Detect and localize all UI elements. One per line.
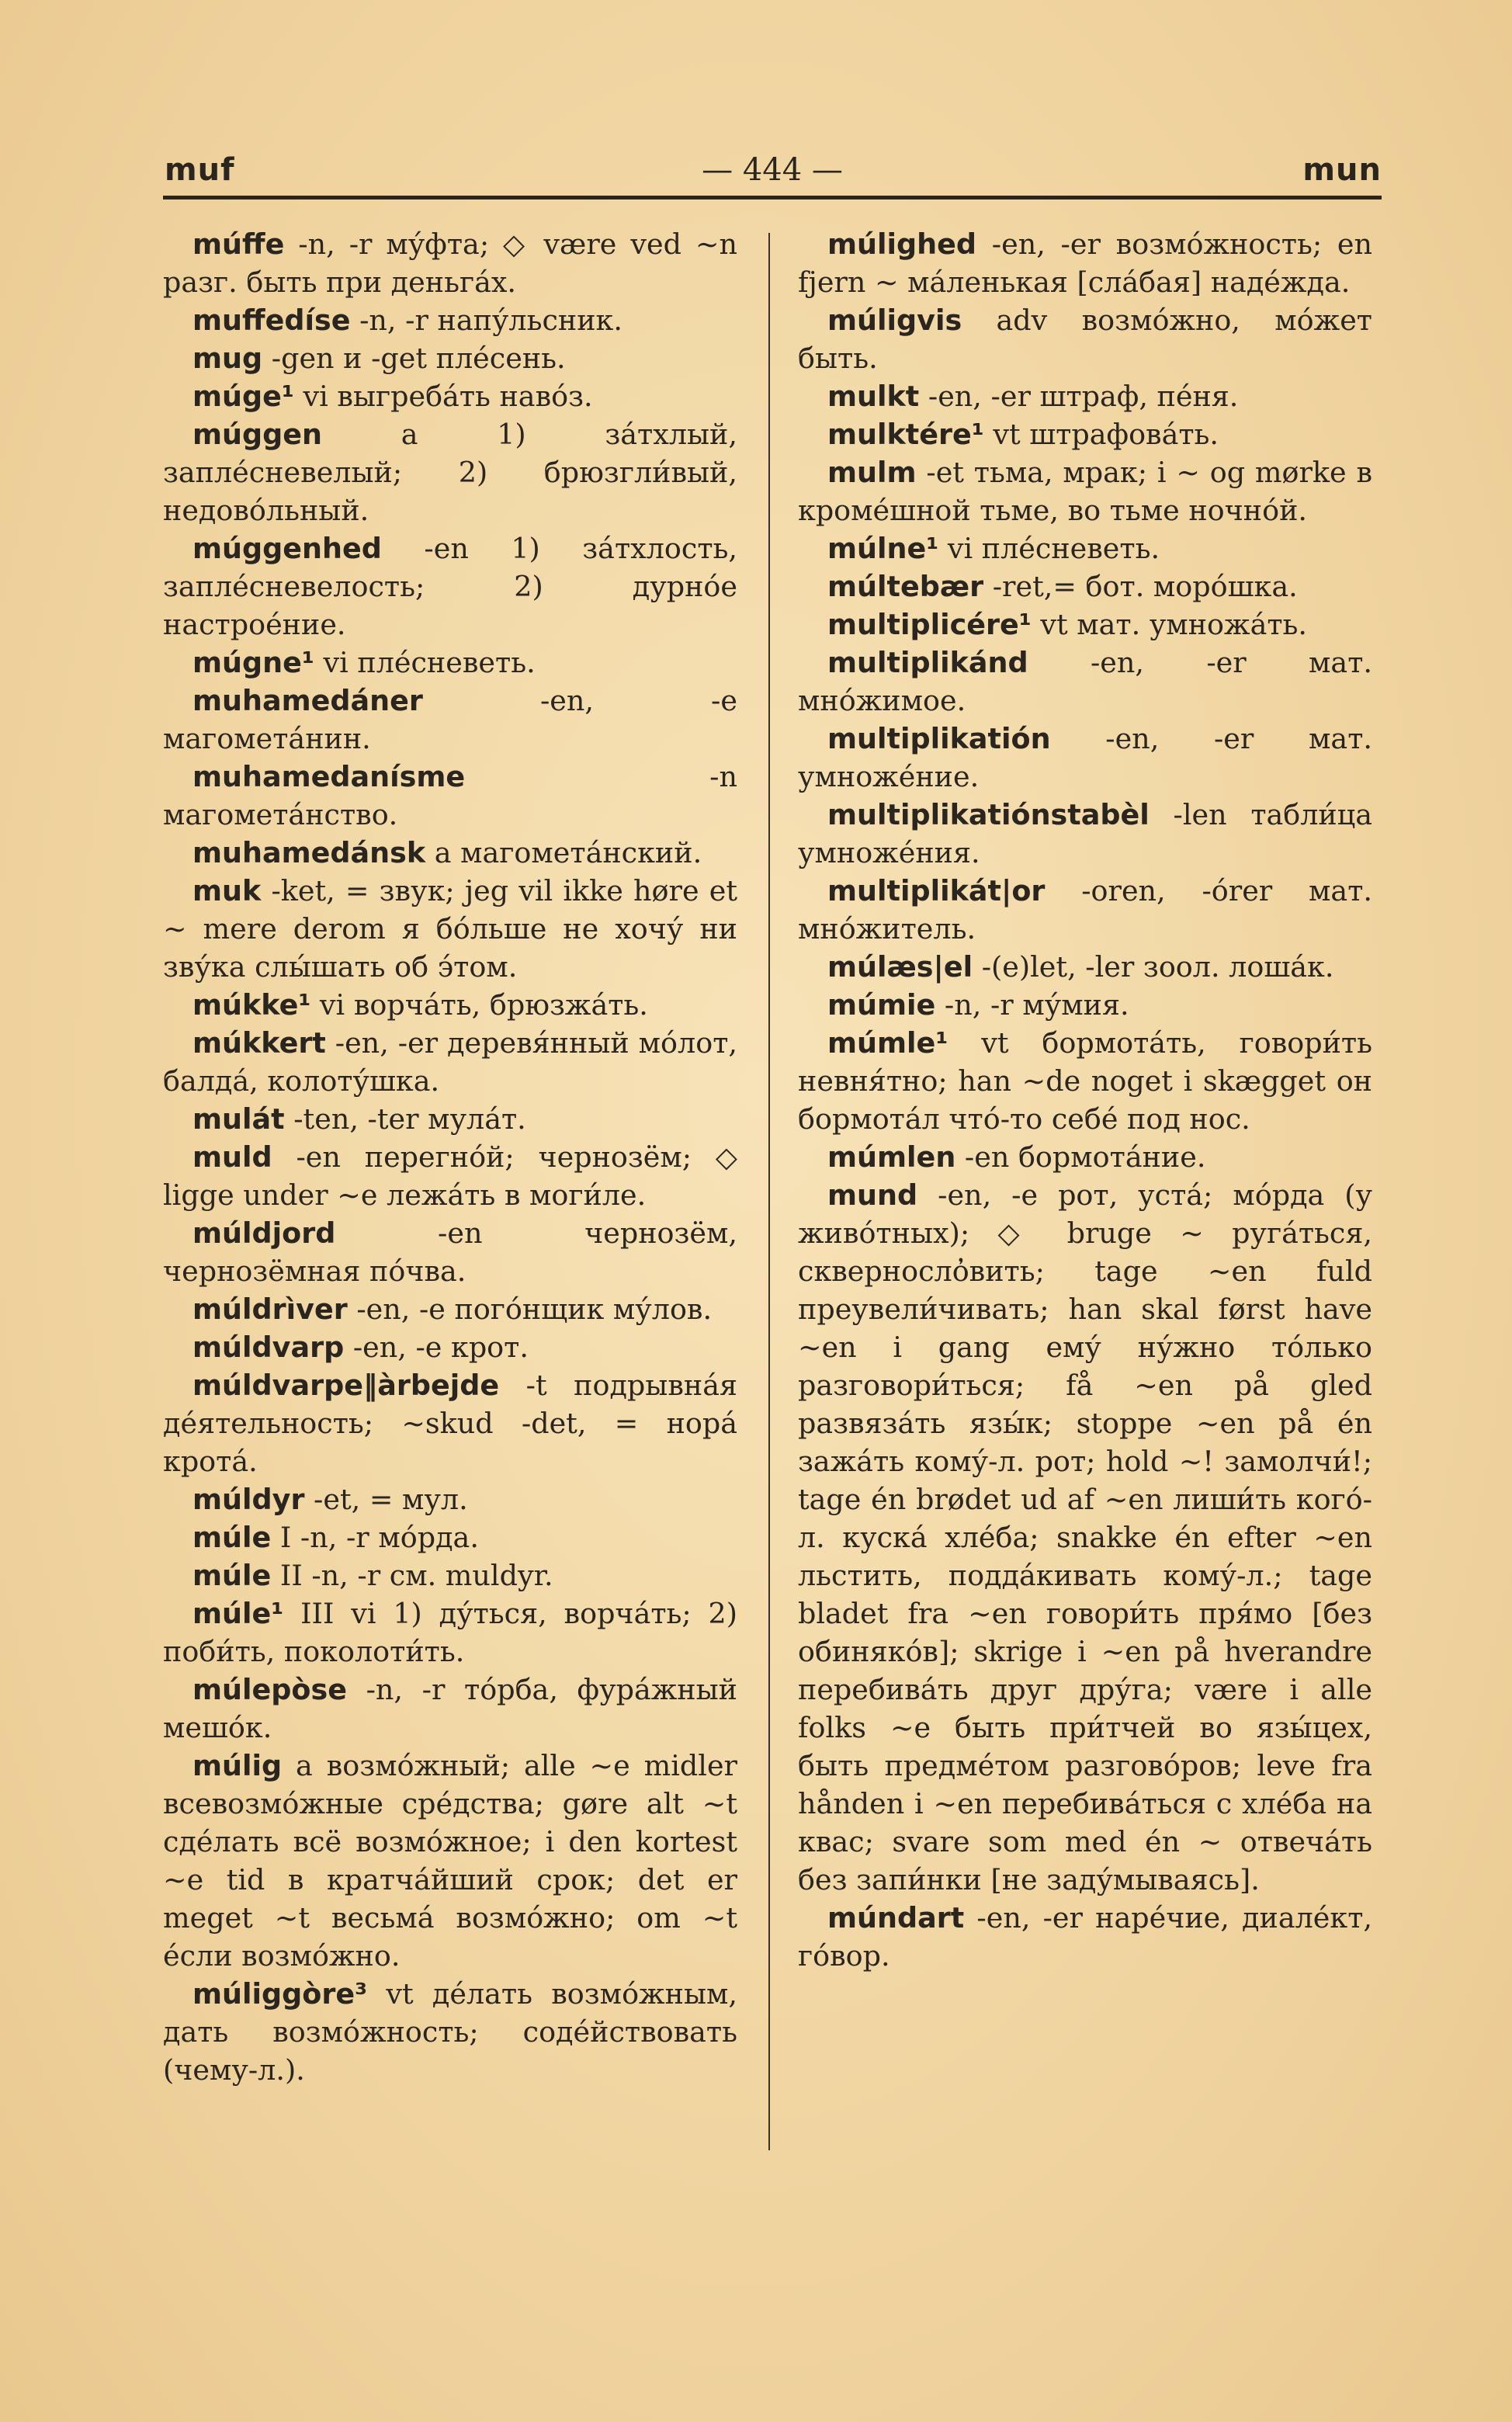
entry-definition: -en бормота́ние. xyxy=(955,1140,1206,1174)
dictionary-entry xyxy=(163,377,737,415)
entry-definition: -en, -e пого́нщик му́лов. xyxy=(347,1293,713,1326)
entry-headword: múkkert xyxy=(192,1026,326,1060)
entry-definition: vi ворча́ть, брюзжа́ть. xyxy=(310,988,648,1022)
entry-definition: -en, -e крот. xyxy=(344,1331,529,1364)
dictionary-entry xyxy=(798,453,1372,529)
entry-definition: vi пле́сневеть. xyxy=(314,646,536,679)
entry-headword: múle¹ xyxy=(192,1597,284,1630)
dictionary-entry xyxy=(163,1290,737,1328)
entry-headword: múggen xyxy=(192,418,323,451)
entry-definition: a 1) за́тхлый, запле́сневелый; 2) брюзгли́вый, недово́льный. xyxy=(163,418,737,527)
dictionary-entry xyxy=(163,872,737,986)
dictionary-entry xyxy=(163,301,737,339)
entry-definition: -n, -r то́рба, фура́жный мешо́к. xyxy=(163,1673,737,1744)
dictionary-entry xyxy=(163,1138,737,1214)
entry-definition: a возмо́жный; alle ∼e midler всевозмо́жные сре́дства; gøre alt ∼t сде́лать всё возмо́жное; i den kortest ∼e tid в кратча́йший срок; det er meget ∼t весьма́ возмо́жно; om ∼t е́сли возмо́жно. xyxy=(163,1749,737,1973)
entry-headword: múldrìver xyxy=(192,1293,348,1326)
entry-headword: múkke¹ xyxy=(192,988,311,1022)
entry-definition: III vi 1) ду́ться, ворча́ть; 2) поби́ть, поколоти́ть. xyxy=(163,1597,737,1668)
entry-definition: -en, -er штраф, пе́ня. xyxy=(919,380,1239,413)
dictionary-entry xyxy=(798,1138,1372,1176)
entry-definition: -et тьма, мрак; i ∼ og mørke в кроме́шной тьме, во тьме ночно́й. xyxy=(798,456,1372,527)
entry-definition: -n, -r напу́льсник. xyxy=(350,304,622,337)
entry-definition: -(e)let, -ler зоол. лоша́к. xyxy=(973,950,1334,984)
entry-definition: -en, -e магомета́нин. xyxy=(163,684,737,755)
entry-headword: múmlen xyxy=(827,1140,956,1174)
entry-headword: muffedíse xyxy=(192,304,351,337)
entry-definition: -ten, -ter мула́т. xyxy=(284,1102,526,1136)
entry-headword: múlæs|el xyxy=(827,950,973,984)
entry-headword: mug xyxy=(192,342,263,375)
entry-definition: II -n, -r см. muldyr. xyxy=(271,1559,553,1592)
dictionary-entry xyxy=(798,1024,1372,1138)
entry-headword: multiplikánd xyxy=(827,646,1028,679)
dictionary-entry xyxy=(163,1214,737,1290)
dictionary-entry xyxy=(163,1556,737,1594)
entry-definition: vi пле́сневеть. xyxy=(938,532,1160,565)
guide-word-left: muf xyxy=(165,152,235,188)
dictionary-entry xyxy=(163,1328,737,1366)
dictionary-entry xyxy=(163,339,737,377)
entry-headword: múle xyxy=(192,1559,272,1592)
dictionary-entry xyxy=(163,1480,737,1518)
entry-definition: -en 1) за́тхлость, запле́сневелость; 2) дурно́е настрое́ние. xyxy=(163,532,737,641)
dictionary-entry xyxy=(798,225,1372,301)
entry-headword: muhamedanísme xyxy=(192,760,466,793)
entry-headword: múldvarp xyxy=(192,1331,345,1364)
entry-definition: a магомета́нский. xyxy=(425,836,702,869)
entry-headword: múndart xyxy=(827,1901,965,1934)
entry-headword: múlig xyxy=(192,1749,283,1782)
dictionary-entry xyxy=(798,720,1372,796)
entry-definition: -len табли́ца умноже́ния. xyxy=(798,798,1372,869)
dictionary-entry xyxy=(798,1899,1372,1975)
entry-definition: -n магомета́нство. xyxy=(163,760,737,831)
entry-definition: -ket, = звук; jeg vil ikke høre et ∼ mere derom я бо́льше не хочу́ ни зву́ка слы́шать об э́том. xyxy=(163,874,737,984)
page-header xyxy=(163,152,1382,199)
entry-definition: I -n, -r мо́рда. xyxy=(271,1521,479,1554)
dictionary-entry xyxy=(163,1975,737,2089)
entry-headword: múffe xyxy=(192,227,285,261)
dictionary-entry xyxy=(163,986,737,1024)
dictionary-entry xyxy=(163,225,737,301)
entry-definition: -ret,= бот. моро́шка. xyxy=(983,570,1298,603)
entry-headword: múldjord xyxy=(192,1216,336,1250)
entry-definition: -n, -r му́мия. xyxy=(935,988,1129,1022)
entry-definition: -en, -er наре́чие, диале́кт, го́вор. xyxy=(798,1901,1372,1973)
entry-headword: multiplicére¹ xyxy=(827,608,1032,641)
entry-headword: múge¹ xyxy=(192,380,294,413)
entry-definition: -en, -er возмо́жность; en fjern ∼ ма́ленькая [сла́бая] наде́жда. xyxy=(798,227,1372,299)
entry-definition: vt бормота́ть, говори́ть невня́тно; han ∼de noget i skægget он бормота́л что́-то себе́ под нос. xyxy=(798,1026,1372,1136)
entry-headword: múmie xyxy=(827,988,936,1022)
dictionary-entry xyxy=(798,415,1372,453)
entry-headword: múlepòse xyxy=(192,1673,347,1706)
entry-headword: muld xyxy=(192,1140,272,1174)
dictionary-entry xyxy=(163,1594,737,1671)
dictionary-entry xyxy=(163,682,737,758)
entry-headword: mulktére¹ xyxy=(827,418,984,451)
dictionary-entry xyxy=(798,567,1372,606)
column-divider xyxy=(768,233,770,2150)
dictionary-entry xyxy=(798,529,1372,567)
dictionary-entry xyxy=(163,1747,737,1975)
entry-definition: vt де́лать возмо́жным, дать возмо́жность; соде́йствовать (чему-л.). xyxy=(163,1977,737,2087)
entry-headword: múlighed xyxy=(827,227,977,261)
header-rule xyxy=(163,196,1382,200)
entry-definition: -en перегно́й; чернозём; ◇ ligge under ∼e лежа́ть в моги́ле. xyxy=(163,1140,737,1212)
dictionary-entry xyxy=(163,1100,737,1138)
entry-headword: muhamedánsk xyxy=(192,836,426,869)
dictionary-entry xyxy=(163,415,737,529)
guide-word-right: mun xyxy=(1302,152,1382,188)
entry-headword: múliggòre³ xyxy=(192,1977,368,2011)
left-column xyxy=(163,225,737,2089)
dictionary-entry xyxy=(798,872,1372,948)
entry-definition: -en, -er мат. умноже́ние. xyxy=(798,722,1372,793)
dictionary-entry xyxy=(163,1366,737,1480)
entry-definition: -t подрывна́я де́ятельность; ∼skud -det, = нора́ крота́. xyxy=(163,1369,737,1478)
entry-definition: vt мат. умножа́ть. xyxy=(1031,608,1307,641)
entry-headword: multiplikát|or xyxy=(827,874,1046,907)
entry-definition: -en, -er деревя́нный мо́лот, балда́, колоту́шка. xyxy=(163,1026,737,1098)
dictionary-entry xyxy=(798,986,1372,1024)
entry-definition: adv возмо́жно, мо́жет быть. xyxy=(798,304,1372,375)
entry-definition: -n, -r му́фта; ◇ være ved ∼n разг. быть при деньга́х. xyxy=(163,227,737,299)
dictionary-entry xyxy=(798,796,1372,872)
page-number: — 444 — xyxy=(702,152,843,188)
entry-headword: multiplikatiónstabèl xyxy=(827,798,1150,831)
entry-headword: multiplikatión xyxy=(827,722,1051,755)
entry-definition: -en, -er мат. мно́жимое. xyxy=(798,646,1372,717)
dictionary-entry xyxy=(798,377,1372,415)
entry-headword: múldyr xyxy=(192,1483,305,1516)
dictionary-entry xyxy=(163,1671,737,1747)
entry-headword: mulkt xyxy=(827,380,920,413)
entry-headword: muhamedáner xyxy=(192,684,423,717)
entry-definition: vi выгреба́ть наво́з. xyxy=(293,380,593,413)
entry-headword: múltebær xyxy=(827,570,984,603)
entry-headword: múgne¹ xyxy=(192,646,314,679)
dictionary-entry xyxy=(163,758,737,834)
dictionary-entry xyxy=(163,529,737,644)
dictionary-entry xyxy=(798,948,1372,986)
entry-headword: múmle¹ xyxy=(827,1026,948,1060)
entry-definition: -en чернозём, чернозёмная по́чва. xyxy=(163,1216,737,1288)
entry-headword: múlne¹ xyxy=(827,532,939,565)
entry-headword: múldvarpe‖àrbejde xyxy=(192,1369,500,1402)
dictionary-entry xyxy=(163,834,737,872)
right-column xyxy=(798,225,1372,1975)
entry-definition: -en, -e рот, уста́; мо́рда (у живо́тных); ◇ bruge ∼ руга́ться, сквернослo̓вить; tage ∼en fuld преувели́чивать; han skal først have ∼en i gang ему́ ну́жно то́лько разговори́ться; få ∼en på gled развяза́ть язы́к; stoppe ∼en på én зажа́ть кому́-л. рот; hold ∼! замолчи́!; tage én brødet ud af ∼en лиши́ть кого́-л. куска́ хле́ба; snakke én efter ∼en льстить, подда́кивать кому́-л.; tage bladet fra ∼en говори́ть пря́мо [без обиняко́в]; skrige i ∼en på hverandre перебива́ть друг дру́га; være i alle folks ∼e быть при́тчей во язы́цех, быть предме́том разгово́ров; leve fra hånden i ∼en перебива́ться с хле́ба на квас; svare som med én ∼ отвеча́ть без запи́нки [не заду́мываясь]. xyxy=(798,1178,1372,1896)
dictionary-entry xyxy=(163,1518,737,1556)
entry-headword: mund xyxy=(827,1178,918,1212)
dictionary-entry xyxy=(798,1176,1372,1899)
entry-definition: vt штрафова́ть. xyxy=(983,418,1219,451)
dictionary-entry xyxy=(798,606,1372,644)
dictionary-entry xyxy=(798,301,1372,377)
entry-headword: muk xyxy=(192,874,262,907)
entry-headword: mulm xyxy=(827,456,917,489)
entry-definition: -gen и -get пле́сень. xyxy=(262,342,566,375)
entry-headword: múggenhed xyxy=(192,532,382,565)
entry-definition: -et, = мул. xyxy=(304,1483,468,1516)
dictionary-entry xyxy=(163,644,737,682)
entry-headword: múligvis xyxy=(827,304,962,337)
entry-headword: múle xyxy=(192,1521,272,1554)
entry-definition: -oren, -órer мат. мно́житель. xyxy=(798,874,1372,946)
dictionary-entry xyxy=(798,644,1372,720)
entry-headword: mulát xyxy=(192,1102,285,1136)
dictionary-entry xyxy=(163,1024,737,1100)
